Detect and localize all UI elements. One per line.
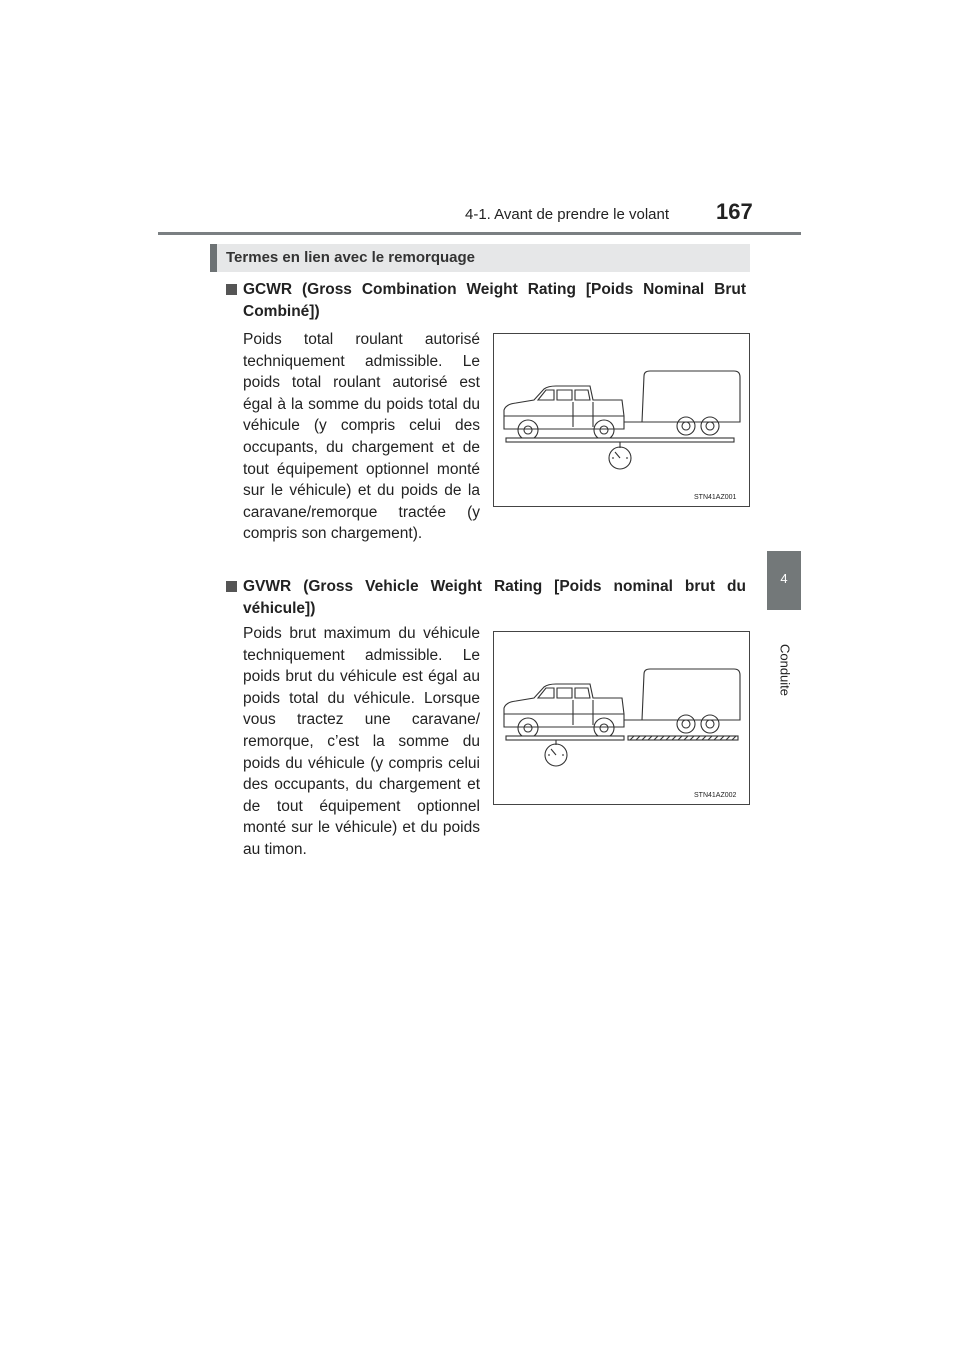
term-heading-gvwr: GVWR (Gross Vehicle Weight Rating [Poids nominal brut du véhicule]) xyxy=(226,576,746,620)
truck-trailer-scale-illustration xyxy=(494,334,749,506)
term-body-gvwr: Poids brut maximum du véhicule techniquement admissible. Le poids brut du véhicule est égal au poids total du véhicule. Lorsque vous tractez une caravane/ remorque, c’est la somme du poids du véhicule (y compris celui des occupants, du chargement et de tout équipement optionnel monté sur le véhicule) et du poids au timon. xyxy=(243,625,480,858)
chapter-tab xyxy=(767,551,801,610)
chapter-label-wrapper xyxy=(770,640,800,700)
header-divider xyxy=(158,232,801,235)
truck-trailer-scale-illustration xyxy=(494,632,749,804)
figure-gcwr xyxy=(493,333,750,507)
term-heading-gcwr: GCWR (Gross Combination Weight Rating [Poids Nominal Brut Combiné]) xyxy=(226,279,746,323)
chapter-number: 4 xyxy=(780,571,788,586)
bullet-square-icon xyxy=(226,581,237,592)
term-body-gcwr: Poids total roulant autorisé techniquement admissible. Le poids total roulant autorisé est égal à la somme du poids total du véhicule (y compris celui des occupants, du chargement et de tout équipement optionnel monté sur le véhicule) et du poids de la caravane/remorque tractée (y compris son chargement). xyxy=(243,331,480,543)
bullet-square-icon xyxy=(226,284,237,295)
header-section-title: 4-1. Avant de prendre le volant xyxy=(465,206,670,223)
figure-gvwr xyxy=(493,631,750,805)
section-header xyxy=(210,244,750,272)
figure-code-gcwr: STN41AZ001 xyxy=(694,494,737,501)
section-header-bar xyxy=(210,244,217,272)
chapter-label: Conduite xyxy=(777,643,793,697)
section-title: Termes en lien avec le remorquage xyxy=(226,249,476,266)
page-number: 167 xyxy=(716,199,753,224)
figure-code-gvwr: STN41AZ002 xyxy=(694,792,737,799)
